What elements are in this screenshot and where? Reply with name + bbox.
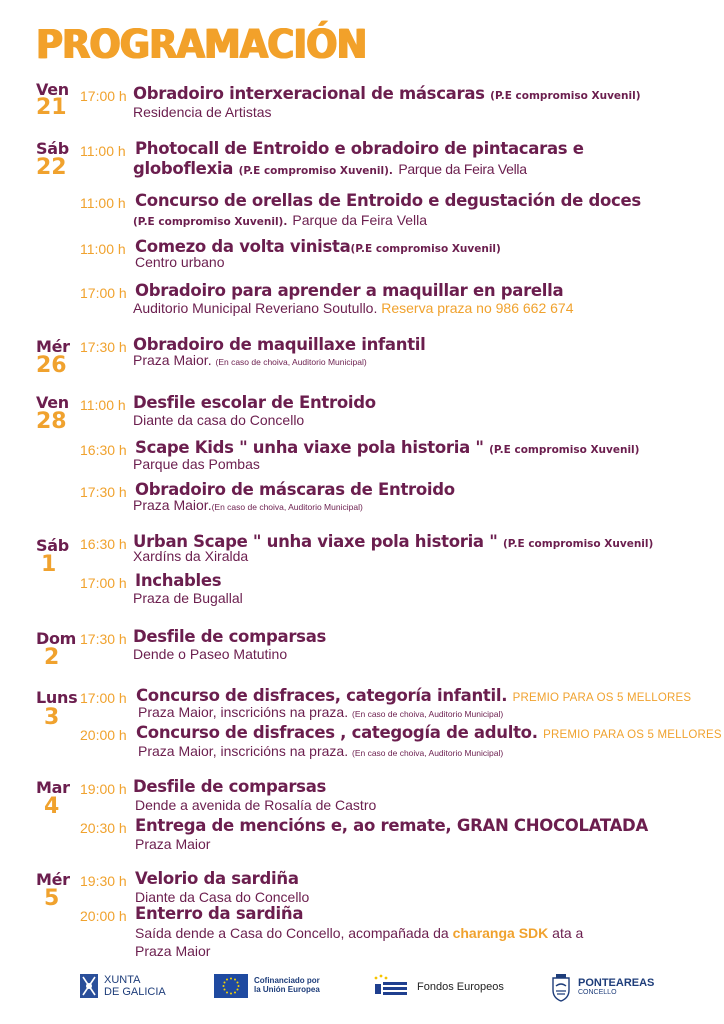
- day-number: 26: [36, 353, 67, 378]
- event-place: Dende a avenida de Rosalía de Castro: [135, 797, 377, 813]
- reservation-info: Reserva praza no 986 662 674: [381, 300, 574, 316]
- event-time: 17:30 h: [80, 631, 127, 647]
- event-title: Enterro da sardiña: [135, 904, 304, 923]
- day-number: 2: [44, 645, 60, 670]
- event-title: Concurso de disfraces , categogía de adulto. PREMIO PARA OS 5 MELLORES: [136, 723, 722, 742]
- event-time: 16:30 h: [80, 442, 127, 458]
- day-number: 5: [44, 886, 60, 911]
- event-title: Velorio da sardiña: [135, 869, 299, 888]
- event-place: Parque da Feira Vella: [292, 212, 428, 228]
- day-number: 1: [41, 552, 57, 577]
- event-time: 11:00 h: [80, 195, 126, 211]
- xunta-emblem-icon: [80, 974, 98, 998]
- prize-info: PREMIO PARA OS 5 MELLORES: [512, 692, 692, 704]
- event-tag: (P.E compromiso Xuvenil): [502, 538, 654, 550]
- event-title: Concurso de disfraces, categoría infantil. PREMIO PARA OS 5 MELLORES: [136, 686, 692, 705]
- event-place: Diante da Casa do Concello: [135, 889, 310, 905]
- event-title: Obradoiro para aprender a maquillar en parella: [135, 281, 564, 300]
- event-time: 17:00 h: [80, 575, 127, 591]
- event-place: Centro urbano: [135, 254, 225, 270]
- event-tag: (P.E compromiso Xuvenil): [489, 444, 640, 456]
- rain-note: (En caso de choiva, Auditorio Municipal): [351, 709, 504, 719]
- event-title: Inchables: [135, 571, 222, 590]
- day-number: 22: [36, 155, 67, 180]
- event-tag: (P.E compromiso Xuvenil).: [238, 165, 393, 177]
- event-place: Parque das Pombas: [133, 456, 260, 472]
- event-place: Praza Maior, inscricións na praza. (En caso de choiva, Auditorio Municipal): [138, 743, 504, 759]
- ponteareas-shield-icon: [550, 972, 572, 1002]
- eu-cofinancing-logo: Cofinanciado por la Unión Europea: [214, 974, 320, 998]
- event-time: 11:00 h: [80, 143, 126, 159]
- event-place-continued: Praza Maior: [135, 943, 211, 959]
- event-time: 17:00 h: [80, 690, 127, 706]
- day-name: Mér: [36, 870, 70, 889]
- event-title: Desfile de comparsas: [133, 777, 327, 796]
- day-name: Sáb: [36, 139, 69, 158]
- event-time: 17:30 h: [80, 339, 127, 355]
- event-time: 20:00 h: [80, 727, 127, 743]
- event-place: Residencia de Artistas: [133, 104, 272, 120]
- event-time: 19:30 h: [80, 873, 127, 889]
- event-details: [133, 210, 427, 229]
- day-name: Ven: [36, 80, 69, 99]
- day-name: Mér: [36, 337, 70, 356]
- event-title: Obradoiro de máscaras de Entroido: [135, 480, 455, 499]
- day-name: Mar: [36, 778, 70, 797]
- event-place: Xardíns da Xiralda: [133, 548, 249, 564]
- event-tag: (P.E compromiso Xuvenil): [350, 243, 501, 255]
- event-time: 20:00 h: [80, 908, 127, 924]
- event-place: Praza Maior.(En caso de choiva, Auditorio Municipal): [133, 497, 363, 513]
- event-title: Photocall de Entroido e obradoiro de pintacaras e: [135, 139, 584, 158]
- prize-info: PREMIO PARA OS 5 MELLORES: [543, 729, 722, 741]
- day-number: 3: [44, 705, 60, 730]
- day-number: 4: [44, 794, 60, 819]
- event-place: Auditorio Municipal Reveriano Soutullo. Reserva praza no 986 662 674: [133, 300, 574, 316]
- day-name: Dom: [36, 629, 77, 648]
- event-title: Urban Scape " unha viaxe pola historia " (P.E compromiso Xuvenil): [133, 532, 654, 551]
- rain-note: (En caso de choiva, Auditorio Municipal): [351, 748, 504, 758]
- event-place: Diante da casa do Concello: [133, 412, 305, 428]
- event-place: Dende o Paseo Matutino: [133, 646, 288, 662]
- event-title: Concurso de orellas de Entroido e degustación de doces: [135, 191, 641, 210]
- event-title: Obradoiro interxeracional de máscaras (P.E compromiso Xuvenil): [133, 84, 641, 103]
- event-place: Praza de Bugallal: [133, 590, 243, 606]
- event-place: Praza Maior. (En caso de choiva, Auditorio Municipal): [133, 352, 367, 368]
- day-name: Ven: [36, 393, 69, 412]
- event-time: 19:00 h: [80, 781, 127, 797]
- event-time: 17:00 h: [80, 88, 127, 104]
- event-time: 17:00 h: [80, 285, 127, 301]
- fondos-europeos-icon: [371, 974, 411, 1000]
- event-tag: (P.E compromiso Xuvenil): [490, 90, 641, 102]
- day-number: 21: [36, 95, 67, 120]
- page-title: PROGRAMACIÓN: [36, 22, 367, 68]
- event-title: Scape Kids " unha viaxe pola historia " (P.E compromiso Xuvenil): [135, 438, 640, 457]
- event-place: Parque da Feira Vella: [398, 161, 527, 177]
- event-title: Desfile de comparsas: [133, 627, 327, 646]
- event-place: Saída dende a Casa do Concello, acompañada da charanga SDK ata a: [135, 925, 584, 941]
- fondos-europeos-logo: Fondos Europeos: [371, 974, 504, 1000]
- event-title: Entrega de mencións e, ao remate, GRAN CHOCOLATADA: [135, 816, 648, 835]
- event-title: Obradoiro de maquillaxe infantil: [133, 335, 426, 354]
- day-name: Luns: [36, 688, 78, 707]
- event-time: 16:30 h: [80, 536, 127, 552]
- event-title-continued: globoflexia (P.E compromiso Xuvenil). Parque da Feira Vella: [133, 159, 527, 178]
- event-time: 17:30 h: [80, 484, 127, 500]
- event-title: Comezo da volta vinista(P.E compromiso Xuvenil): [135, 237, 501, 256]
- ponteareas-logo: PONTEAREAS CONCELLO: [550, 972, 654, 1002]
- xunta-logo: XUNTA DE GALICIA: [80, 974, 166, 998]
- day-name: Sáb: [36, 536, 69, 555]
- eu-flag-icon: [214, 974, 248, 998]
- event-time: 11:00 h: [80, 241, 126, 257]
- day-number: 28: [36, 409, 67, 434]
- event-tag: (P.E compromiso Xuvenil).: [133, 216, 288, 228]
- event-title: Desfile escolar de Entroido: [133, 393, 376, 412]
- rain-note: (En caso de choiva, Auditorio Municipal): [211, 502, 363, 512]
- rain-note: (En caso de choiva, Auditorio Municipal): [215, 357, 367, 367]
- event-time: 11:00 h: [80, 397, 126, 413]
- event-time: 20:30 h: [80, 820, 127, 836]
- event-place: Praza Maior, inscricións na praza. (En caso de choiva, Auditorio Municipal): [138, 704, 504, 720]
- event-place: Praza Maior: [135, 836, 211, 852]
- charanga-highlight: charanga SDK: [452, 925, 549, 941]
